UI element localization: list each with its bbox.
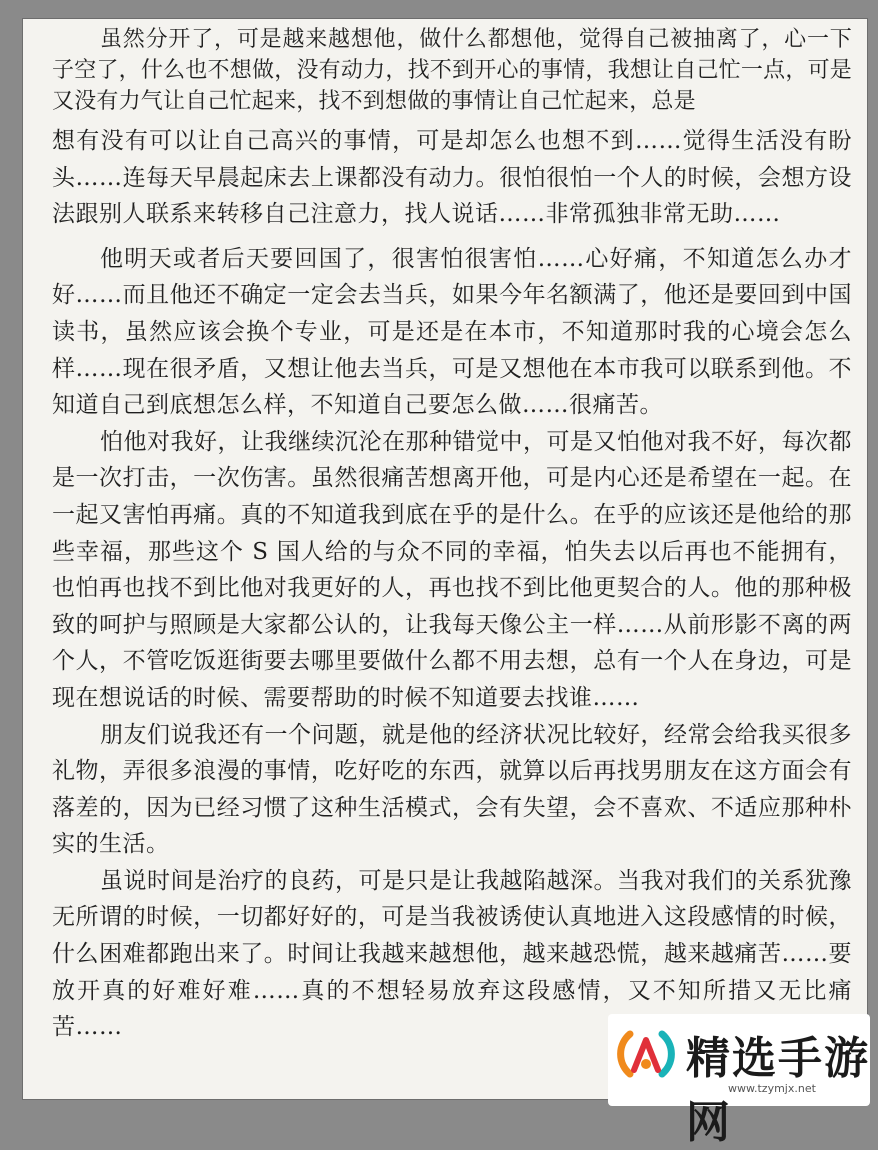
site-watermark bbox=[608, 1014, 870, 1148]
document-page bbox=[22, 18, 868, 1100]
paragraph-6: 虽说时间是治疗的良药，可是只是让我越陷越深。当我对我们的关系犹豫无所谓的时候，一切都好好的，可是当我被诱使认真地进入这段感情的时候，什么困难都跑出来了。时间让我越来越想他，越来越恐慌，越来越痛苦……要放开真的好难好难……真的不想轻易放弃这段感情，又不知所措又无比痛苦…… bbox=[52, 867, 852, 1041]
watermark-url: www.tzymjx.net bbox=[728, 1082, 816, 1095]
document-body bbox=[52, 24, 852, 1084]
paragraph-4: 怕他对我好，让我继续沉沦在那种错觉中，可是又怕他对我不好，每次都是一次打击，一次伤害。虽然很痛苦想离开他，可是内心还是希望在一起。在一起又害怕再痛。真的不知道我到底在乎的是什么。在乎的应该还是他给的那些幸福，那些这个 S 国人给的与众不同的幸福，怕失去以后再也不能拥有，也怕再也找不到比他对我更好的人，再也找不到比他更契合的人。他的那种极致的呵护与照顾是大家都公认的，让我每天像公主一样……从前形影不离的两个人，不管吃饭逛街要去哪里要做什么都不用去想，总有一个人在身边，可是现在想说话的时候、需要帮助的时候不知道要去找谁…… bbox=[52, 428, 852, 711]
paragraph-1: 虽然分开了，可是越来越想他，做什么都想他，觉得自己被抽离了，心一下子空了，什么也不想做，没有动力，找不到开心的事情，我想让自己忙一点，可是又没有力气让自己忙起来，找不到想做的事情让自己忙起来，总是 bbox=[52, 27, 852, 114]
paragraph-2: 想有没有可以让自己高兴的事情，可是却怎么也想不到……觉得生活没有盼头……连每天早晨起床去上课都没有动力。很怕很怕一个人的时候，会想方设法跟别人联系来转移自己注意力，找人说话……非常孤独非常无助…… bbox=[52, 128, 852, 228]
paragraph-3: 他明天或者后天要回国了，很害怕很害怕……心好痛，不知道怎么办才好……而且他还不确定一定会去当兵，如果今年名额满了，他还是要回到中国读书，虽然应该会换个专业，可是还是在本市，不知道那时我的心境会怎么样……现在很矛盾，又想让他去当兵，可是又想他在本市我可以联系到他。不知道自己到底想怎么样，不知道自己要怎么做……很痛苦。 bbox=[52, 245, 852, 419]
brand-logo-icon bbox=[612, 1020, 680, 1088]
paragraph-5: 朋友们说我还有一个问题，就是他的经济状况比较好，经常会给我买很多礼物，弄很多浪漫的事情，吃好吃的东西，就算以后再找男朋友在这方面会有落差的，因为已经习惯了这种生活模式，会有失望，会不喜欢、不适应那种朴实的生活。 bbox=[52, 721, 852, 858]
watermark-brand: 精选手游网 bbox=[686, 1033, 870, 1148]
